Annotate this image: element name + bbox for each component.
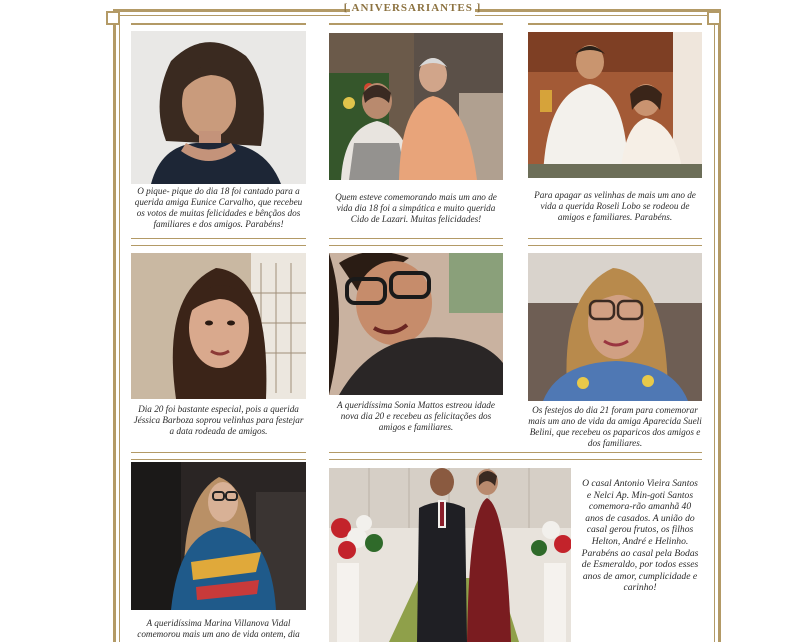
divider	[131, 23, 306, 25]
divider	[329, 459, 702, 460]
caption: Quem esteve comemorando mais um ano de vida dia 18 foi a simpática e muito querida Cido de Lazari. Muitas felicidades!	[335, 192, 497, 224]
divider	[131, 452, 306, 453]
divider	[131, 245, 306, 246]
divider	[528, 238, 702, 239]
photo-aparecida-sueli-belini	[528, 253, 702, 401]
photo-roseli-lobo	[528, 32, 702, 178]
section-title: [ ANIVERSARIANTES ]	[343, 2, 482, 14]
caption: Os festejos do dia 21 foram para comemorar mais um ano de vida da amiga Aparecida Sueli Belini, que recebeu os paparicos dos amigos e dos familiares.	[528, 405, 702, 448]
caption: Dia 20 foi bastante especial, pois a querida Jéssica Barboza soprou velinhas para festejar a data rodeada de amigos.	[133, 404, 304, 436]
photo-eunice-carvalho	[131, 31, 306, 184]
divider	[528, 23, 702, 25]
caption: Para apagar as velinhas de mais um ano de vida a querida Roseli Lobo se rodeou de amigos e familiares. Parabéns.	[534, 190, 696, 222]
caption: O casal Antonio Vieira Santos e Nelci Ap. Min-goti Santos comemora-rão amanhã 40 anos de casados. A união do casal gerou frutos, os filhos Helton, André e Helinho. Parabéns ao casal pela Bodas de Esmeraldo, por todos esses anos de amor, cumplicidade e carinho!	[581, 478, 699, 594]
divider	[131, 238, 306, 239]
photo-marina-villanova-vidal	[131, 462, 306, 610]
divider	[329, 23, 503, 25]
photo-sonia-mattos	[329, 253, 503, 395]
caption: A queridíssima Marina Villanova Vidal comemorou mais um ano de vida ontem, dia	[137, 618, 300, 639]
divider	[131, 459, 306, 460]
photo-antonio-e-nelci-santos	[329, 468, 571, 642]
frame-corner-ornament	[106, 11, 120, 25]
divider	[329, 452, 702, 453]
caption: A queridíssima Sonia Mattos estreou idade nova dia 20 e recebeu as felicitações dos amigos e familiares.	[337, 400, 495, 432]
caption: O pique- pique do dia 18 foi cantado para a querida amiga Eunice Carvalho, que recebeu os votos de muitas felicidades e bênçãos dos familiares e dos amigos. Parabéns!	[134, 186, 303, 229]
section-header	[343, 0, 482, 16]
photo-cido-de-lazari	[329, 33, 503, 180]
divider	[329, 238, 503, 239]
photo-jessica-barboza	[131, 253, 306, 399]
divider	[528, 245, 702, 246]
divider	[329, 245, 503, 246]
frame-corner-ornament	[707, 11, 721, 25]
